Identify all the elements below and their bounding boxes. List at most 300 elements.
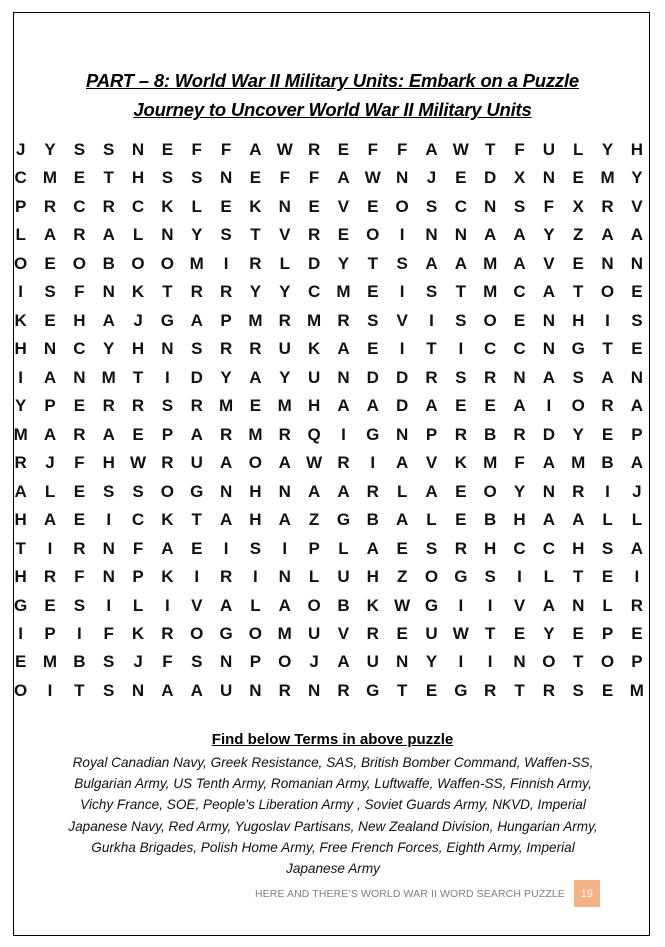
grid-cell: B xyxy=(102,253,115,273)
grid-cell: E xyxy=(455,168,467,188)
grid-cell: E xyxy=(249,396,262,416)
grid-cell: F xyxy=(162,652,173,672)
footer-text: HERE AND THERE’S WORLD WAR II WORD SEARCH PUZZLE xyxy=(255,887,565,900)
grid-cell: O xyxy=(424,567,439,587)
grid-cell: R xyxy=(601,396,614,416)
grid-cell: F xyxy=(74,282,85,302)
grid-cell: U xyxy=(278,339,291,359)
grid-cell: C xyxy=(513,339,526,359)
grid-cell: A xyxy=(278,453,291,473)
grid-cell: A xyxy=(542,367,555,387)
title-line-1: PART – 8: World War II Military Units: Embark on a Puzzle xyxy=(86,70,579,91)
grid-cell: O xyxy=(542,652,556,672)
grid-cell: E xyxy=(73,481,86,501)
grid-cell: B xyxy=(601,453,614,473)
grid-cell: R xyxy=(73,538,86,558)
grid-cell: W xyxy=(130,453,147,473)
grid-cell: K xyxy=(131,623,145,643)
grid-cell: E xyxy=(191,538,203,558)
grid-cell: M xyxy=(483,282,498,302)
grid-cell: A xyxy=(161,680,174,700)
grid-cell: S xyxy=(73,140,86,159)
grid-cell: R xyxy=(572,481,585,501)
grid-cell: P xyxy=(631,652,643,672)
grid-cell: S xyxy=(73,595,86,615)
grid-cell: M xyxy=(483,253,498,273)
grid-cell: A xyxy=(278,595,291,615)
grid-cell: H xyxy=(572,538,585,558)
grid-cell: E xyxy=(396,623,408,643)
grid-cell: W xyxy=(394,595,411,615)
grid-cell: R xyxy=(249,339,262,359)
grid-cell: F xyxy=(103,623,114,643)
grid-cell: A xyxy=(366,396,379,416)
grid-cell: D xyxy=(396,367,409,387)
grid-cell: E xyxy=(631,623,643,643)
grid-cell: A xyxy=(249,367,262,387)
grid-cell: E xyxy=(73,510,86,530)
grid-cell: X xyxy=(572,196,584,216)
grid-cell: A xyxy=(542,595,555,615)
grid-cell: F xyxy=(220,140,232,159)
grid-cell: A xyxy=(572,510,585,530)
grid-cell: H xyxy=(249,481,262,501)
grid-cell: T xyxy=(573,282,584,302)
grid-cell: R xyxy=(337,680,350,700)
grid-cell: G xyxy=(14,595,28,615)
grid-cell: E xyxy=(15,652,27,672)
grid-cell: N xyxy=(102,538,115,558)
grid-cell: Z xyxy=(396,567,408,587)
grid-cell: N xyxy=(219,652,233,672)
grid-cell: E xyxy=(132,424,144,444)
grid-cell: A xyxy=(425,140,438,159)
grid-cell: N xyxy=(396,424,409,444)
grid-cell: I xyxy=(76,623,82,643)
grid-cell: R xyxy=(161,453,174,473)
grid-cell: O xyxy=(483,481,497,501)
grid-cell: P xyxy=(308,538,320,558)
grid-cell: M xyxy=(277,396,292,416)
grid-cell: I xyxy=(605,310,610,330)
grid-cell: I xyxy=(282,538,288,558)
grid-cell: Y xyxy=(279,282,291,302)
grid-cell: A xyxy=(102,225,115,245)
grid-cell: G xyxy=(454,680,468,700)
grid-cell: S xyxy=(455,367,467,387)
grid-cell: A xyxy=(219,510,233,530)
grid-cell: N xyxy=(601,253,614,273)
grid-cell: S xyxy=(601,538,614,558)
grid-cell: F xyxy=(514,453,525,473)
grid-cell: P xyxy=(601,623,614,643)
grid-cell: N xyxy=(249,680,262,700)
grid-cell: H xyxy=(14,339,27,359)
grid-cell: A xyxy=(396,510,409,530)
grid-cell: P xyxy=(631,424,643,444)
grid-cell: A xyxy=(601,225,614,245)
grid-cell: J xyxy=(133,652,143,672)
grid-cell: M xyxy=(248,424,263,444)
grid-cell: E xyxy=(455,396,467,416)
grid-cell: L xyxy=(132,595,144,615)
grid-cell: K xyxy=(161,196,174,216)
grid-cell: O xyxy=(131,253,145,273)
grid-cell: S xyxy=(425,282,438,302)
grid-cell: Y xyxy=(279,367,291,387)
grid-cell: N xyxy=(513,367,526,387)
page-title xyxy=(0,66,665,124)
grid-cell: D xyxy=(190,367,203,387)
terms-list: Royal Canadian Navy, Greek Resistance, SAS, British Bomber Command, Waffen-SS, Bulgarian Army, US Tenth Army, Romanian Army, Luftwaffe, Waffen-SS, Finnish Army, Vichy France, SOE, People's Liberation Army , Soviet Guards Army, NKVD, Imperial Japanese Navy, Red Army, Yugoslav Partisans, New Zealand Division, Hungarian Army, Gurkha Brigades, Polish Home Army, Free French Forces, Eighth Army, Imperial Japanese Army xyxy=(68,755,598,877)
grid-cell: H xyxy=(484,538,497,558)
grid-cell: U xyxy=(190,453,203,473)
grid-cell: Y xyxy=(425,652,438,672)
grid-cell: C xyxy=(307,282,321,302)
grid-cell: F xyxy=(308,168,320,188)
grid-cell: R xyxy=(484,680,497,700)
grid-cell: A xyxy=(102,424,115,444)
grid-cell: A xyxy=(307,481,321,501)
grid-cell: E xyxy=(513,623,526,643)
grid-cell: T xyxy=(484,623,496,643)
grid-cell: W xyxy=(276,140,293,159)
grid-cell: E xyxy=(308,196,320,216)
grid-cell: E xyxy=(455,481,467,501)
grid-cell: A xyxy=(425,253,438,273)
grid-cell: T xyxy=(573,652,584,672)
grid-cell: T xyxy=(573,567,584,587)
grid-cell: C xyxy=(454,196,467,216)
grid-cell: L xyxy=(338,538,349,558)
grid-cell: A xyxy=(337,396,350,416)
grid-cell: N xyxy=(278,481,291,501)
grid-cell: F xyxy=(367,140,378,159)
grid-cell: N xyxy=(307,680,321,700)
grid-cell: U xyxy=(337,567,350,587)
grid-cell: R xyxy=(190,282,203,302)
grid-cell: N xyxy=(161,339,174,359)
grid-cell: R xyxy=(454,538,467,558)
grid-cell: K xyxy=(14,310,27,330)
grid-cell: S xyxy=(572,680,584,700)
grid-cell: L xyxy=(602,510,613,530)
grid-cell: R xyxy=(73,225,86,245)
grid-cell: F xyxy=(543,196,555,216)
grid-cell: R xyxy=(43,196,57,216)
grid-cell: N xyxy=(43,339,57,359)
grid-cell: B xyxy=(73,652,86,672)
grid-cell: A xyxy=(43,367,57,387)
grid-cell: L xyxy=(132,225,144,245)
grid-cell: H xyxy=(307,396,321,416)
grid-cell: Y xyxy=(601,140,614,159)
grid-cell: E xyxy=(572,253,584,273)
grid-cell: A xyxy=(278,510,291,530)
grid-cell: O xyxy=(600,652,615,672)
grid-cell: R xyxy=(14,453,27,473)
grid-cell: A xyxy=(14,481,27,501)
grid-cell: S xyxy=(455,310,467,330)
terms-heading: Find below Terms in above puzzle xyxy=(211,731,454,748)
grid-cell: D xyxy=(396,396,409,416)
grid-cell: A xyxy=(337,168,350,188)
grid-cell: A xyxy=(337,481,350,501)
grid-cell: E xyxy=(367,282,379,302)
grid-cell: L xyxy=(573,140,584,159)
grid-cell: I xyxy=(370,453,376,473)
grid-cell: H xyxy=(131,168,145,188)
grid-cell: N xyxy=(542,310,555,330)
grid-cell: A xyxy=(219,453,233,473)
grid-cell: A xyxy=(190,310,203,330)
grid-cell: T xyxy=(484,140,496,159)
grid-cell: O xyxy=(307,595,321,615)
grid-cell: T xyxy=(396,680,408,700)
grid-cell: R xyxy=(484,367,497,387)
grid-cell: O xyxy=(483,310,497,330)
grid-cell: E xyxy=(73,396,86,416)
grid-cell: V xyxy=(396,310,408,330)
grid-cell: M xyxy=(336,282,351,302)
grid-cell: L xyxy=(250,595,261,615)
grid-cell: U xyxy=(219,680,233,700)
grid-cell: R xyxy=(102,196,115,216)
grid-cell: T xyxy=(74,680,85,700)
grid-cell: H xyxy=(73,310,86,330)
grid-cell: C xyxy=(73,339,86,359)
grid-cell: O xyxy=(248,623,263,643)
grid-cell: S xyxy=(484,567,496,587)
grid-cell: M xyxy=(248,310,263,330)
grid-cell: K xyxy=(307,339,321,359)
grid-cell: M xyxy=(42,168,58,188)
grid-cell: G xyxy=(190,481,204,501)
grid-cell: T xyxy=(367,253,378,273)
grid-cell: H xyxy=(131,339,145,359)
grid-cell: R xyxy=(337,310,350,330)
grid-cell: T xyxy=(250,225,261,245)
grid-cell: S xyxy=(191,168,203,188)
grid-cell: E xyxy=(44,595,56,615)
grid-cell: E xyxy=(367,196,379,216)
grid-cell: P xyxy=(220,310,232,330)
grid-cell: R xyxy=(131,396,145,416)
grid-cell: Y xyxy=(191,225,203,245)
grid-cell: I xyxy=(106,595,112,615)
grid-cell: A xyxy=(601,367,614,387)
grid-cell: C xyxy=(484,339,497,359)
grid-cell: U xyxy=(425,623,438,643)
grid-cell: N xyxy=(425,225,438,245)
grid-cell: A xyxy=(43,225,57,245)
grid-cell: Y xyxy=(15,396,27,416)
grid-cell: D xyxy=(307,253,321,273)
grid-cell: R xyxy=(601,196,614,216)
grid-cell: I xyxy=(399,339,405,359)
page-footer xyxy=(255,880,600,907)
grid-cell: R xyxy=(513,424,526,444)
grid-cell: O xyxy=(190,623,204,643)
grid-cell: A xyxy=(366,538,379,558)
grid-cell: R xyxy=(219,282,233,302)
grid-cell: I xyxy=(458,652,464,672)
grid-cell: B xyxy=(484,424,497,444)
grid-cell: U xyxy=(307,367,321,387)
grid-cell: I xyxy=(517,567,522,587)
grid-cell: Y xyxy=(337,253,350,273)
grid-cell: K xyxy=(161,567,174,587)
grid-cell: S xyxy=(191,652,203,672)
grid-cell: N xyxy=(131,680,145,700)
grid-cell: O xyxy=(14,680,28,700)
grid-cell: C xyxy=(131,510,145,530)
grid-cell: X xyxy=(513,168,526,188)
grid-cell: S xyxy=(161,396,174,416)
grid-cell: A xyxy=(337,652,350,672)
grid-cell: H xyxy=(249,510,262,530)
title-line-2: Journey to Uncover World War II Military Units xyxy=(133,99,532,120)
grid-cell: I xyxy=(458,595,464,615)
grid-cell: V xyxy=(631,196,643,216)
grid-cell: S xyxy=(572,367,584,387)
grid-cell: K xyxy=(366,595,379,615)
grid-cell: C xyxy=(131,196,145,216)
grid-cell: R xyxy=(307,225,321,245)
grid-cell: I xyxy=(634,567,640,587)
grid-cell: L xyxy=(631,510,643,530)
grid-cell: E xyxy=(631,282,643,302)
grid-cell: O xyxy=(160,253,174,273)
grid-cell: L xyxy=(308,567,320,587)
grid-cell: G xyxy=(366,424,380,444)
grid-cell: I xyxy=(165,595,170,615)
grid-cell: W xyxy=(364,168,381,188)
grid-cell: U xyxy=(366,652,379,672)
grid-cell: N xyxy=(278,196,291,216)
grid-cell: O xyxy=(278,652,292,672)
grid-cell: G xyxy=(454,567,468,587)
grid-cell: I xyxy=(106,510,112,530)
grid-cell: S xyxy=(132,481,144,501)
grid-cell: E xyxy=(337,140,350,159)
grid-cell: Z xyxy=(308,510,320,530)
grid-cell: T xyxy=(602,339,613,359)
grid-cell: G xyxy=(424,595,439,615)
grid-cell: I xyxy=(47,680,53,700)
grid-cell: F xyxy=(514,140,525,159)
grid-cell: A xyxy=(484,225,497,245)
grid-cell: G xyxy=(160,310,174,330)
grid-cell: M xyxy=(483,453,498,473)
grid-cell: M xyxy=(101,367,116,387)
grid-cell: E xyxy=(161,140,174,159)
grid-cell: T xyxy=(191,510,202,530)
grid-cell: E xyxy=(572,623,584,643)
grid-cell: N xyxy=(630,253,644,273)
grid-cell: M xyxy=(218,396,234,416)
grid-cell: P xyxy=(249,652,262,672)
grid-cell: S xyxy=(367,310,379,330)
grid-cell: T xyxy=(455,282,467,302)
grid-cell: W xyxy=(306,453,323,473)
grid-cell: A xyxy=(630,225,644,245)
grid-cell: P xyxy=(425,424,438,444)
grid-cell: R xyxy=(278,310,291,330)
grid-cell: H xyxy=(14,567,27,587)
page-number: 19 xyxy=(574,880,600,907)
grid-cell: V xyxy=(337,623,350,643)
grid-cell: N xyxy=(161,225,174,245)
grid-cell: S xyxy=(161,168,174,188)
grid-cell: Y xyxy=(631,168,643,188)
grid-cell: A xyxy=(337,339,350,359)
grid-cell: C xyxy=(73,196,86,216)
grid-cell: A xyxy=(190,424,203,444)
grid-cell: L xyxy=(396,481,408,501)
grid-cell: R xyxy=(366,481,379,501)
grid-cell: R xyxy=(219,339,233,359)
grid-cell: E xyxy=(220,196,232,216)
grid-cell: A xyxy=(102,310,115,330)
grid-cell: E xyxy=(631,339,643,359)
grid-cell: I xyxy=(458,339,464,359)
grid-cell: N xyxy=(454,225,467,245)
grid-cell: G xyxy=(336,510,351,530)
grid-cell: D xyxy=(484,168,497,188)
grid-cell: R xyxy=(425,367,438,387)
grid-cell: H xyxy=(102,453,115,473)
grid-cell: R xyxy=(219,567,233,587)
grid-cell: A xyxy=(513,225,526,245)
grid-cell: A xyxy=(513,253,526,273)
grid-cell: O xyxy=(160,481,174,501)
grid-cell: I xyxy=(18,623,24,643)
grid-cell: N xyxy=(102,282,115,302)
grid-cell: N xyxy=(337,367,350,387)
grid-cell: A xyxy=(43,510,57,530)
grid-cell: B xyxy=(337,595,350,615)
grid-cell: F xyxy=(279,168,290,188)
grid-cell: E xyxy=(337,225,350,245)
grid-cell: O xyxy=(600,282,615,302)
grid-cell: I xyxy=(487,595,493,615)
grid-cell: M xyxy=(189,253,204,273)
grid-cell: R xyxy=(454,424,467,444)
grid-cell: N xyxy=(278,567,291,587)
grid-cell: A xyxy=(513,396,526,416)
grid-cell: I xyxy=(47,538,53,558)
grid-cell: R xyxy=(190,396,203,416)
grid-cell: Y xyxy=(513,481,526,501)
grid-cell: K xyxy=(161,510,174,530)
grid-cell: G xyxy=(219,623,233,643)
grid-cell: C xyxy=(542,538,555,558)
grid-cell: M xyxy=(13,424,28,444)
grid-cell: L xyxy=(279,253,290,273)
grid-cell: L xyxy=(426,510,437,530)
grid-cell: B xyxy=(484,510,497,530)
grid-cell: E xyxy=(601,567,614,587)
grid-cell: F xyxy=(191,140,202,159)
grid-cell: H xyxy=(630,140,644,159)
grid-cell: S xyxy=(631,310,643,330)
grid-cell: A xyxy=(43,424,57,444)
grid-cell: F xyxy=(132,538,144,558)
grid-cell: E xyxy=(484,396,496,416)
grid-cell: O xyxy=(14,253,28,273)
grid-cell: E xyxy=(73,168,86,188)
